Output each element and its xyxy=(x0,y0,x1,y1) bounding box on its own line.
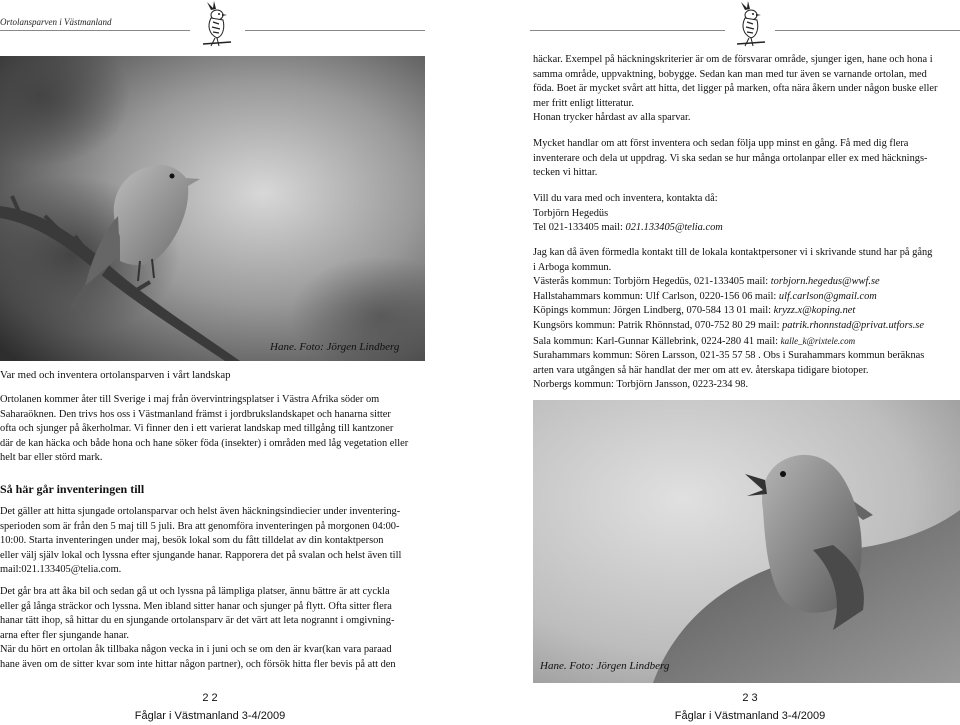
contact-row: Sala kommun: Karl-Gunnar Källebrink, 0224-280 41 mail: kalle_k@rixtele.com xyxy=(533,335,856,347)
text-line: Det går bra att åka bil och sedan gå ut och lyssna på lämpliga platser, ännu bättre är att cyckla xyxy=(0,586,390,597)
text-line: eller välj själv lokal och lyssna efter sjungande hanar. Rapporera det på svalan och helst även till xyxy=(0,549,402,561)
mail-link[interactable]: ulf.carlson@gmail.com xyxy=(778,290,877,302)
text-line: ofta och sjunger på åkerholmar. Vi finner den i ett varierat landskap med tillgång till kantzoner xyxy=(0,423,394,435)
breeding-paragraph xyxy=(533,53,938,126)
contact-row: Hallstahammars kommun: Ulf Carlson, 0220-156 06 mail: ulf.carlson@gmail.com xyxy=(533,290,877,302)
text-line: Honan trycker hårdast av alla sparvar. xyxy=(533,112,691,124)
text-line: inventerare och dela ut uppdrag. Vi ska sedan se hur många ortolanpar eller ex med häcknings- xyxy=(533,152,928,164)
contact-intro: Vill du vara med och inventera, kontakta då: xyxy=(533,193,718,204)
contact-tel: Tel 021-133405 mail: 021.133405@telia.com xyxy=(533,222,723,234)
local-contacts xyxy=(533,246,932,393)
header-rule-right xyxy=(530,30,725,31)
text-line: Mycket handlar om att först inventera och sedan följa upp minst en gång. Få med dig flera xyxy=(533,138,909,149)
photo-caption-right: Hane. Foto: Jörgen Lindberg xyxy=(540,660,670,672)
header-rule-right-2 xyxy=(775,30,960,31)
mail-link[interactable]: torbjorn.hegedus@wwf.se xyxy=(770,276,880,288)
text-line: tecken vi hittar. xyxy=(533,167,598,179)
text-line: 10:00. Starta inventeringen under maj, besök lokal som du fått tilldelat av din kontaktperson xyxy=(0,535,384,547)
text-line: helt bar eller störd mark. xyxy=(0,452,103,464)
crested-bird-logo-left-icon xyxy=(197,0,237,50)
text-line: När du hört en ortolan åk tillbaka någon vecka in i juni och se om den är kvar(kan vara paraad xyxy=(0,644,392,656)
tips-paragraph xyxy=(0,585,396,673)
footer-right: Fåglar i Västmanland 3-4/2009 xyxy=(674,710,826,722)
text-line: Saharaöknen. Den trivs hos oss i Västmanland främst i jordbrukslandskapet och hanarna sitter xyxy=(0,408,391,420)
mail-link[interactable]: kryzz.x@koping.net xyxy=(773,305,856,317)
text-line: mail:021.133405@telia.com. xyxy=(0,564,122,576)
text-line: Ortolanen kommer åter till Sverige i maj från övervintringsplatser i Västra Afrika söder om xyxy=(0,394,380,405)
page-number-left: 2 2 xyxy=(202,692,218,704)
method-paragraph xyxy=(0,505,401,578)
mail-link[interactable]: kalle_k@rixtele.com xyxy=(780,335,856,346)
text-line: eller gå långa sträckor och lyssna. Men ibland sitter hanar och sjunger på flytt. Ofta sitter flera xyxy=(0,600,392,612)
header-rule-left-2 xyxy=(245,30,425,31)
running-title: Ortolansparven i Västmanland xyxy=(0,17,112,27)
contact-name: Torbjörn Hegedüs xyxy=(533,207,609,219)
contact-row: Västerås kommun: Torbjörn Hegedüs, 021-133405 mail: torbjorn.hegedus@wwf.se xyxy=(533,276,880,288)
section-title: Var med och inventera ortolansparven i vårt landskap xyxy=(0,369,231,381)
text-line: Det gäller att hitta sjungade ortolansparvar och helst även häckningsindiecier under inventering- xyxy=(0,506,401,517)
text-line: hane även om de sitter kvar som inte hittar någon partner), och försök hitta fler bevis på att den xyxy=(0,658,396,670)
contact-mail-link[interactable]: 021.133405@telia.com xyxy=(625,222,723,234)
text-line: Jag kan då även förmedla kontakt till de lokala kontaktpersoner vi i skrivande stund har på gång xyxy=(533,247,933,258)
section-heading: Så här går inventeringen till xyxy=(0,482,145,496)
mail-link[interactable]: patrik.rhonnstad@privat.utfors.se xyxy=(782,319,924,331)
text-line: föda. Boet är mycket svårt att hitta, det ligger på marken, ofta nära åkern under någon buske eller xyxy=(533,83,938,95)
bird-photo-right xyxy=(533,400,960,683)
crested-bird-logo-right-icon xyxy=(731,0,771,50)
text-line: Norbergs kommun: Torbjörn Jansson, 0223-234 98. xyxy=(533,379,749,391)
text-line: mer fritt enligt litteratur. xyxy=(533,97,634,109)
footer-left: Fåglar i Västmanland 3-4/2009 xyxy=(134,710,286,722)
text-line: häckar. Exempel på häckningskriterier är om de försvarar område, sjunger igen, hane och hona i xyxy=(533,54,933,65)
text-line: samma område, uppvaktning, bobygge. Sedan kan man med tur även se varnande ortolan, med xyxy=(533,68,927,80)
followup-paragraph xyxy=(533,137,927,181)
text-line: där de kan häcka och både hona och hane söker föda (insekter) i områden med låg vegetation eller xyxy=(0,437,409,449)
text-line: arna efter fler sjungande hanar. xyxy=(0,629,129,641)
page-number-right: 2 3 xyxy=(742,692,758,704)
bird-photo-left xyxy=(0,56,425,361)
text-line: i Arboga kommun. xyxy=(533,261,612,273)
text-line: arten vara utgången så här handlat der mer om att ev. återskapa tidigare biotoper. xyxy=(533,364,869,376)
header-rule-left xyxy=(0,30,190,31)
contact-row: Köpings kommun: Jörgen Lindberg, 070-584 13 01 mail: kryzz.x@koping.net xyxy=(533,305,856,317)
text-line: hanar tätt ihop, så hittar du en sjungande ortolansparv är det värt att leta nogrannt i omgivning- xyxy=(0,615,395,627)
text-line: sperioden som är från den 5 maj till 5 juli. Bra att genomföra inventeringen på morgonen 04:00- xyxy=(0,520,400,532)
contact-row: Kungsörs kommun: Patrik Rhönnstad, 070-752 80 29 mail: patrik.rhonnstad@privat.utfors.se xyxy=(533,319,924,331)
contact-block xyxy=(533,192,723,236)
intro-paragraph xyxy=(0,393,408,466)
photo-caption-left: Hane. Foto: Jörgen Lindberg xyxy=(270,341,400,353)
text-line: Surahammars kommun: Sören Larsson, 021-35 57 58 . Obs i Surahammars kommun beräknas xyxy=(533,350,925,362)
